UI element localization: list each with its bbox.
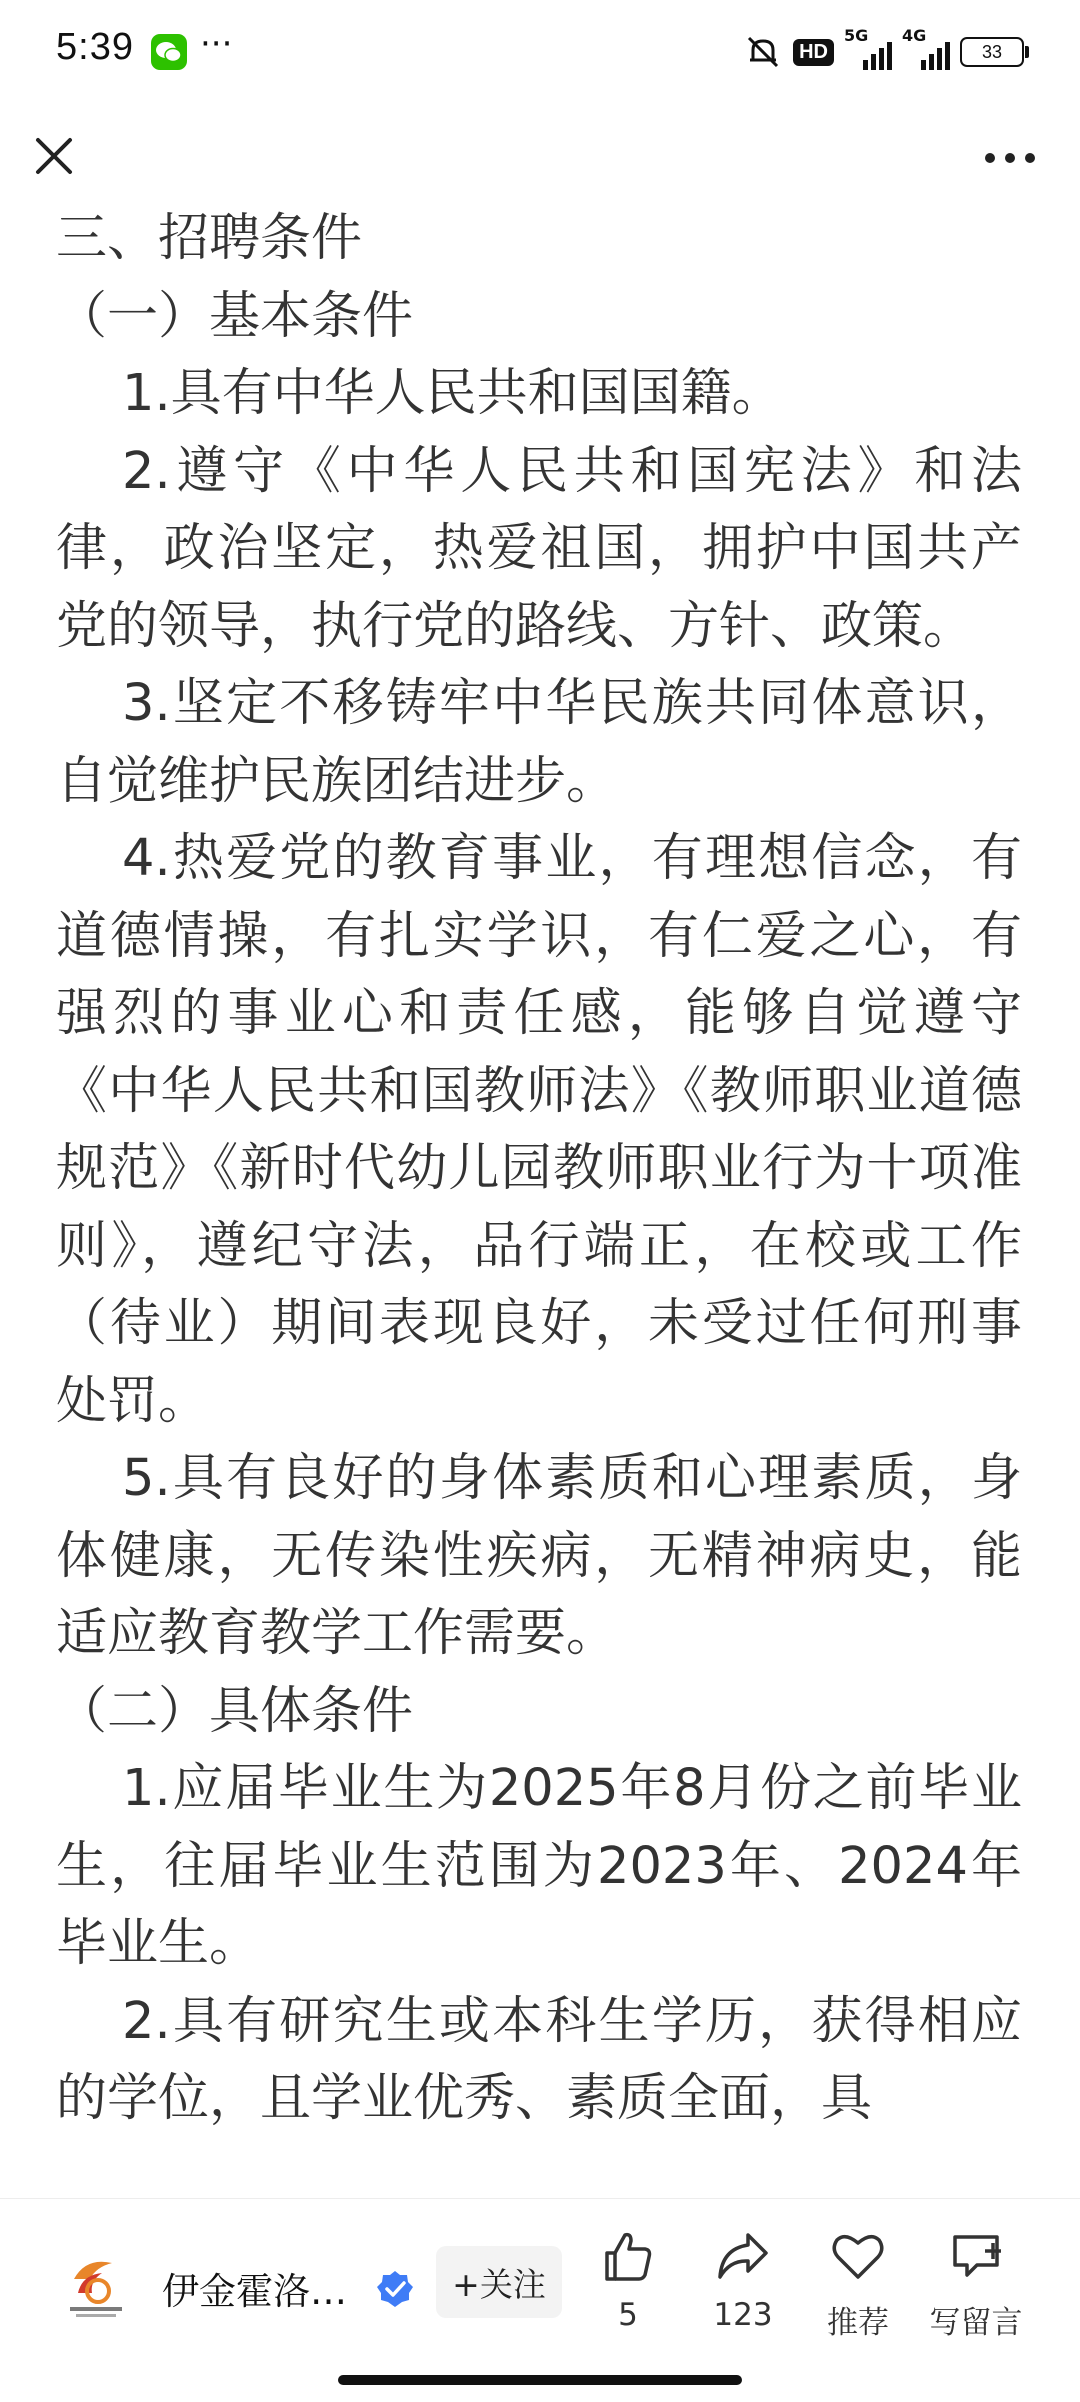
battery-icon: [960, 37, 1024, 67]
heart-icon: [829, 2227, 887, 2285]
status-overflow: ···: [200, 24, 233, 64]
more-icon[interactable]: [980, 138, 1040, 178]
recommend-label: 推荐: [827, 2305, 889, 2341]
share-count: 123: [713, 2297, 773, 2333]
wechat-icon: [151, 34, 187, 70]
signal-icon-2: [902, 26, 950, 72]
condition-paragraph: 2.具有研究生或本科生学历，获得相应的学位，且学业优秀、素质全面，具: [56, 1991, 1022, 2128]
condition-paragraph: 1.应届毕业生为2025年8月份之前毕业生，往届毕业生范围为2023年、2024年毕业生。: [56, 1759, 1022, 1973]
subsection-heading-basic: （一）基本条件: [56, 286, 414, 346]
section-heading: 三、招聘条件: [56, 209, 363, 268]
thumbs-up-icon: [599, 2227, 657, 2285]
condition-paragraph: 2.遵守《中华人民共和国宪法》和法律，政治坚定，热爱祖国，拥护中国共产党的领导，执行党的路线、方针、政策。: [56, 441, 1022, 656]
comment-add-icon: [947, 2227, 1005, 2285]
home-indicator[interactable]: [338, 2375, 742, 2385]
condition-paragraph: 4.热爱党的教育事业，有理想信念，有道德情操，有扎实学识，有仁爱之心，有强烈的事业心和责任感，能够自觉遵守《中华人民共和国教师法》《教师职业道德规范》《新时代幼儿园教师职业行为十项准则》，遵纪守法，品行端正，在校或工作（待业）期间表现良好，未受过任何刑事处罚。: [56, 829, 1022, 1431]
condition-paragraph: 5.具有良好的身体素质和心理素质，身体健康，无传染性疾病，无精神病史，能适应教育教学工作需要。: [56, 1449, 1022, 1663]
account-logo-icon[interactable]: [56, 2249, 136, 2329]
like-button[interactable]: [573, 2227, 683, 2333]
bell-off-icon: [743, 32, 783, 72]
article-body: [56, 200, 1022, 2198]
share-button[interactable]: [688, 2227, 798, 2333]
comment-button[interactable]: [921, 2227, 1031, 2342]
battery-level: 33: [981, 41, 1003, 62]
account-name[interactable]: 伊金霍洛…: [162, 2270, 347, 2313]
subsection-heading-specific: （二）具体条件: [56, 1681, 414, 1741]
close-icon[interactable]: [30, 132, 78, 180]
network-4g: 4G: [902, 26, 927, 45]
status-time: 5:39: [56, 26, 134, 68]
recommend-button[interactable]: [803, 2227, 913, 2342]
bottom-action-bar: [0, 2198, 1080, 2402]
follow-button[interactable]: +关注: [436, 2246, 562, 2318]
signal-icon: [844, 26, 892, 72]
share-icon: [714, 2227, 772, 2285]
like-count: 5: [618, 2297, 638, 2333]
verified-icon: [375, 2269, 415, 2309]
comment-label: 写留言: [929, 2305, 1023, 2341]
hd-badge: HD: [793, 39, 834, 66]
condition-paragraph: 3.坚定不移铸牢中华民族共同体意识，自觉维护民族团结进步。: [56, 674, 1022, 811]
condition-paragraph: 1.具有中华人民共和国国籍。: [122, 364, 783, 423]
status-bar: [0, 0, 1080, 108]
network-5g: 5G: [844, 26, 869, 45]
